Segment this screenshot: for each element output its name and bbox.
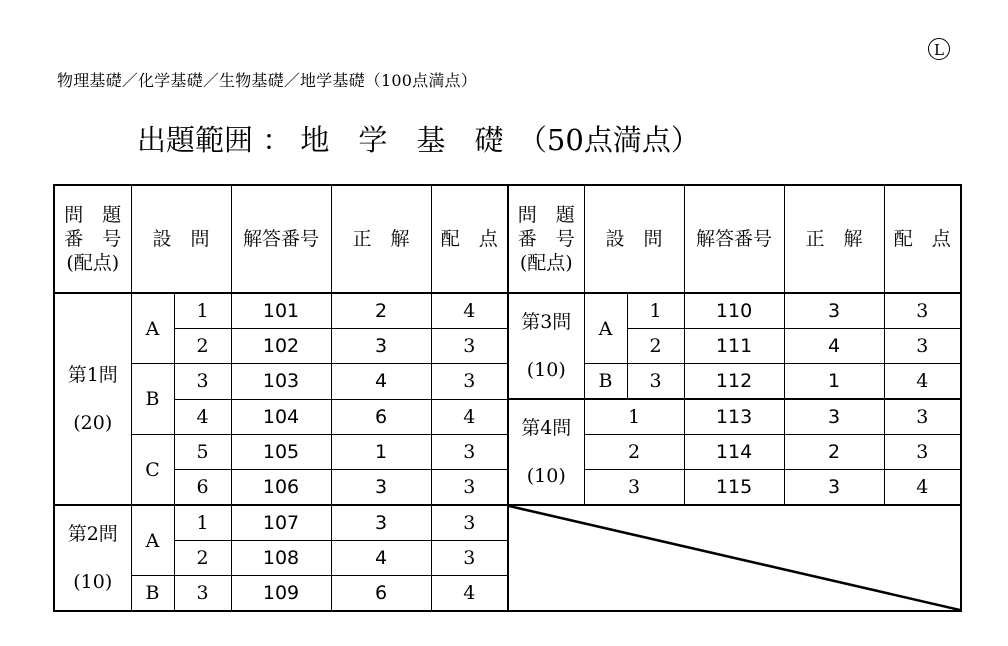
table-row — [54, 435, 961, 470]
table-row — [54, 329, 961, 364]
correct-answer: 2 — [784, 435, 884, 470]
header-answer-no: 解答番号 — [684, 185, 784, 293]
part-label: B — [131, 364, 174, 435]
sub-no: 1 — [174, 505, 231, 541]
header-answer-no: 解答番号 — [231, 185, 331, 293]
points: 3 — [431, 470, 508, 506]
table-row — [54, 399, 961, 435]
table-row — [54, 505, 961, 541]
header-question-no: 問 題 番 号 (配点) — [54, 185, 131, 293]
sub-no: 5 — [174, 435, 231, 470]
sub-no: 6 — [174, 470, 231, 506]
part-label: B — [584, 364, 627, 400]
header-sub-question: 設 問 — [584, 185, 684, 293]
header-row — [54, 185, 961, 293]
points: 4 — [884, 364, 961, 400]
answer-no: 107 — [231, 505, 331, 541]
answer-no: 106 — [231, 470, 331, 506]
question-label-1: 第1問 (20) — [54, 293, 131, 505]
sub-no: 2 — [174, 541, 231, 576]
part-label: A — [584, 293, 627, 364]
sub-no: 1 — [584, 399, 684, 435]
part-label: C — [131, 435, 174, 506]
sub-no: 3 — [584, 470, 684, 506]
table-row — [54, 364, 961, 400]
sub-no: 2 — [174, 329, 231, 364]
part-label: A — [131, 505, 174, 576]
points: 4 — [431, 293, 508, 329]
diagonal-line — [509, 506, 960, 610]
correct-answer: 4 — [331, 541, 431, 576]
sub-no: 3 — [627, 364, 684, 400]
sub-no: 1 — [627, 293, 684, 329]
answer-no: 105 — [231, 435, 331, 470]
sub-no: 2 — [584, 435, 684, 470]
points: 3 — [431, 541, 508, 576]
correct-answer: 3 — [331, 329, 431, 364]
correct-answer: 3 — [784, 293, 884, 329]
subject-line: 物理基礎／化学基礎／生物基礎／地学基礎（100点満点） — [57, 71, 477, 90]
points: 3 — [884, 435, 961, 470]
points: 3 — [884, 329, 961, 364]
points: 3 — [431, 364, 508, 400]
corner-mark: L — [928, 38, 950, 60]
points: 4 — [431, 576, 508, 612]
answer-no: 102 — [231, 329, 331, 364]
sub-no: 3 — [174, 364, 231, 400]
header-correct: 正 解 — [331, 185, 431, 293]
correct-answer: 4 — [331, 364, 431, 400]
question-label-3: 第3問 (10) — [508, 293, 584, 399]
sub-no: 3 — [174, 576, 231, 612]
correct-answer: 1 — [784, 364, 884, 400]
points: 3 — [431, 435, 508, 470]
table-row — [54, 470, 961, 506]
correct-answer: 4 — [784, 329, 884, 364]
answer-no: 101 — [231, 293, 331, 329]
correct-answer: 3 — [784, 470, 884, 506]
scope-title: 出題範囲 ： 地 学 基 礎 （50点満点） — [137, 123, 700, 157]
points: 3 — [884, 293, 961, 329]
answer-no: 110 — [684, 293, 784, 329]
header-points: 配 点 — [884, 185, 961, 293]
header-sub-question: 設 問 — [131, 185, 231, 293]
points: 3 — [431, 329, 508, 364]
correct-answer: 6 — [331, 399, 431, 435]
header-question-no: 問 題 番 号 (配点) — [508, 185, 584, 293]
question-label-2: 第2問 (10) — [54, 505, 131, 611]
answer-no: 108 — [231, 541, 331, 576]
sub-no: 2 — [627, 329, 684, 364]
points: 3 — [884, 399, 961, 435]
blank-diagonal-cell — [508, 505, 961, 611]
question-label-4: 第4問 (10) — [508, 399, 584, 505]
part-label: A — [131, 293, 174, 364]
answer-no: 104 — [231, 399, 331, 435]
answer-no: 113 — [684, 399, 784, 435]
points: 4 — [431, 399, 508, 435]
correct-answer: 3 — [331, 505, 431, 541]
sub-no: 1 — [174, 293, 231, 329]
answer-table — [53, 184, 962, 612]
answer-no: 109 — [231, 576, 331, 612]
sub-no: 4 — [174, 399, 231, 435]
correct-answer: 6 — [331, 576, 431, 612]
answer-no: 115 — [684, 470, 784, 506]
points: 3 — [431, 505, 508, 541]
correct-answer: 1 — [331, 435, 431, 470]
answer-no: 103 — [231, 364, 331, 400]
part-label: B — [131, 576, 174, 612]
header-points: 配 点 — [431, 185, 508, 293]
points: 4 — [884, 470, 961, 506]
correct-answer: 3 — [784, 399, 884, 435]
answer-no: 114 — [684, 435, 784, 470]
table-row — [54, 293, 961, 329]
header-correct: 正 解 — [784, 185, 884, 293]
answer-no: 111 — [684, 329, 784, 364]
correct-answer: 3 — [331, 470, 431, 506]
answer-no: 112 — [684, 364, 784, 400]
correct-answer: 2 — [331, 293, 431, 329]
